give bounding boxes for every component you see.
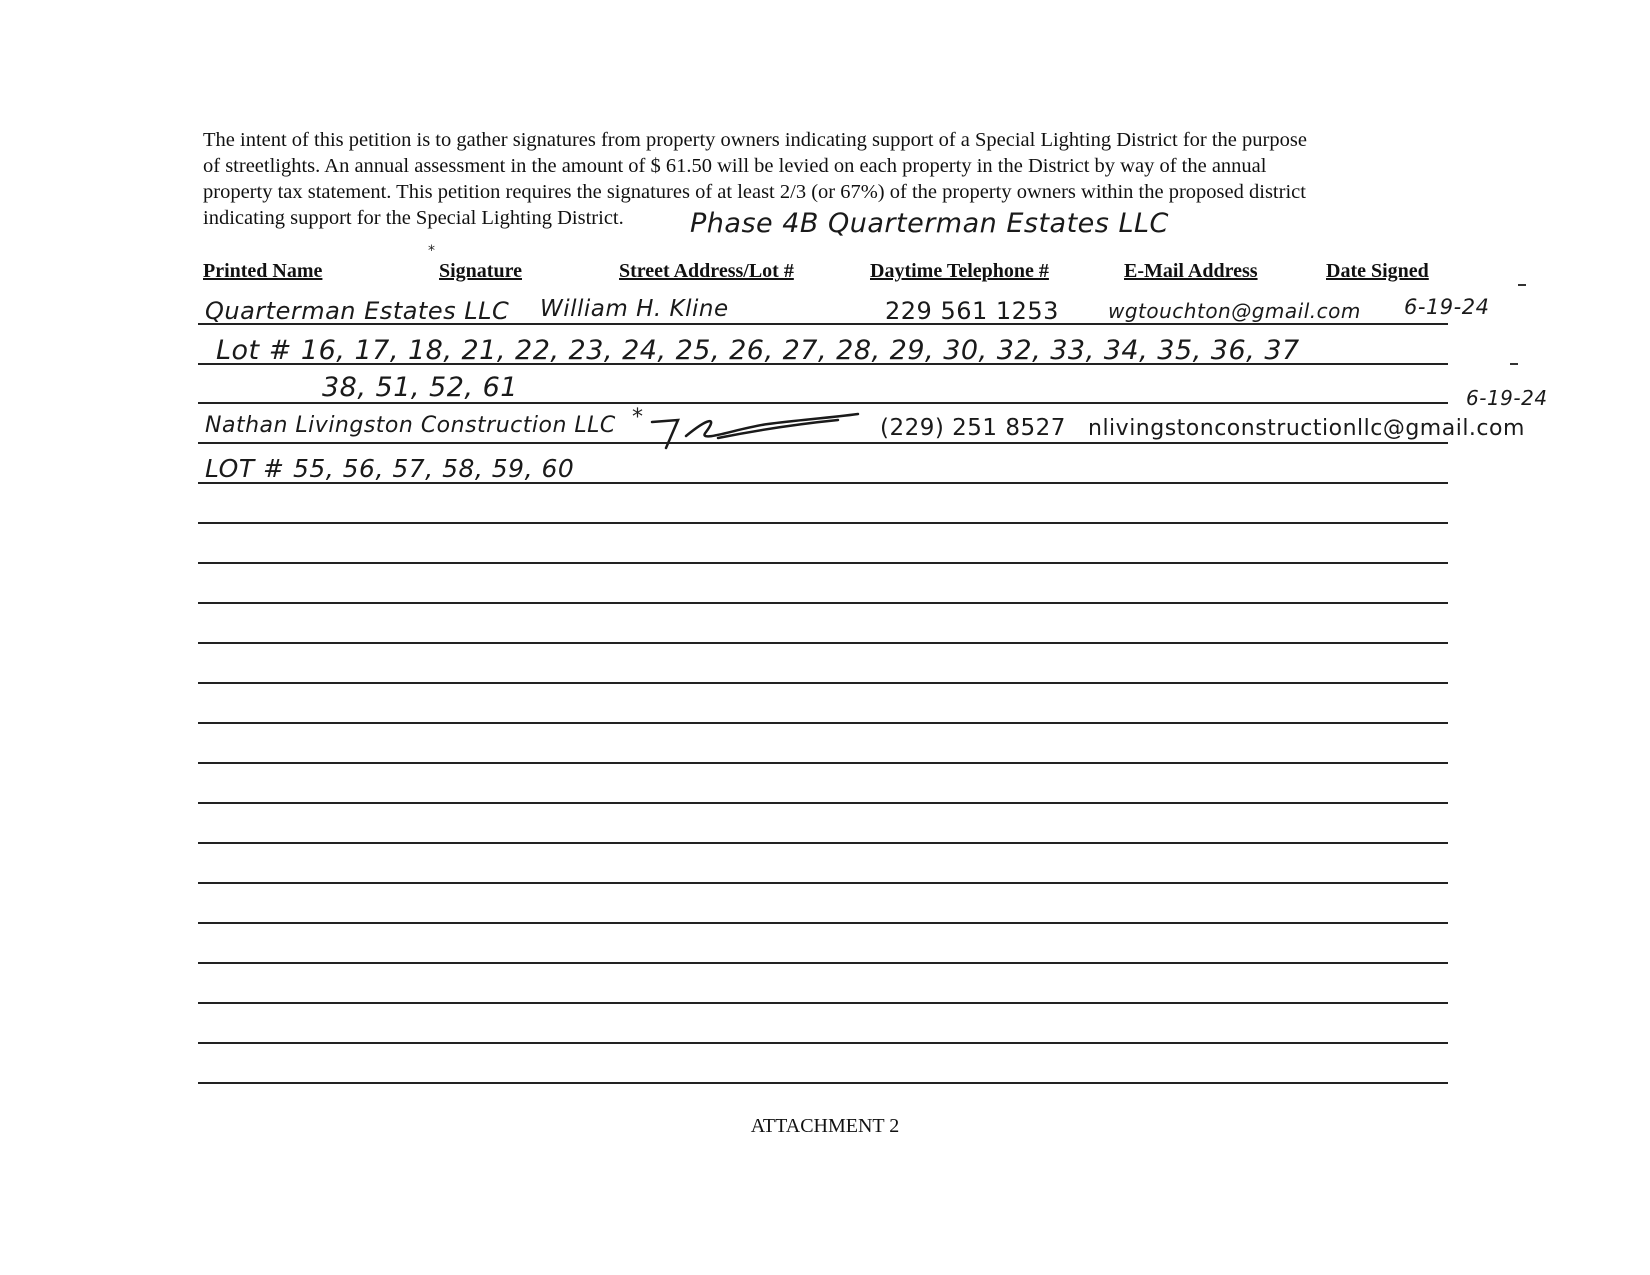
signature-line: [198, 323, 1448, 325]
signature-line: [198, 842, 1448, 844]
entry-1-lots: Lot # 16, 17, 18, 21, 22, 23, 24, 25, 26, 27, 28, 29, 30, 32, 33, 34, 35, 36, 37: [216, 335, 1300, 366]
signature-line: [198, 1002, 1448, 1004]
entry-1-signature: William H. Kline: [540, 296, 729, 322]
header-email: E-Mail Address: [1124, 260, 1258, 282]
intro-line-2: of streetlights. An annual assessment in the amount of $ 61.50 will be levied on each property in the District by way of the annual: [203, 155, 1267, 177]
signature-line: [198, 962, 1448, 964]
signature-line: [198, 363, 1448, 365]
header-printed-name: Printed Name: [203, 260, 323, 282]
signature-line: [198, 762, 1448, 764]
handwritten-phase-title: Phase 4B Quarterman Estates LLC: [690, 208, 1169, 239]
signature-asterisk: *: [428, 243, 435, 259]
signature-line: [198, 562, 1448, 564]
entry-1-phone: 229 561 1253: [885, 297, 1059, 325]
intro-line-1: The intent of this petition is to gather signatures from property owners indicating support of a Special Lighting District for the purpose: [203, 129, 1307, 151]
signature-line: [198, 802, 1448, 804]
signature-line: [198, 402, 1448, 404]
entry-2-asterisk: *: [632, 405, 643, 430]
entry-1-lots-continued: 38, 51, 52, 61: [322, 372, 518, 403]
signature-line: [198, 682, 1448, 684]
signature-line: [198, 722, 1448, 724]
signature-line: [198, 882, 1448, 884]
entry-2-phone: (229) 251 8527: [880, 415, 1066, 441]
signature-line: [198, 642, 1448, 644]
entry-1-email: wgtouchton@gmail.com: [1108, 299, 1361, 323]
margin-mark: [1510, 363, 1518, 365]
entry-1-date: 6-19-24: [1404, 295, 1490, 319]
header-signature: Signature: [439, 260, 522, 282]
entry-2-date: 6-19-24: [1466, 386, 1548, 410]
entry-2-printed-name: Nathan Livingston Construction LLC: [205, 413, 616, 438]
signature-line: [198, 522, 1448, 524]
entry-2-lots: LOT # 55, 56, 57, 58, 59, 60: [205, 454, 575, 483]
margin-mark: [1518, 284, 1526, 286]
header-phone: Daytime Telephone #: [870, 260, 1049, 282]
signature-line: [198, 1082, 1448, 1084]
attachment-label: ATTACHMENT 2: [750, 1115, 900, 1137]
entry-2-email: nlivingstonconstructionllc@gmail.com: [1088, 416, 1525, 441]
signature-line: [198, 442, 1448, 444]
entry-1-printed-name: Quarterman Estates LLC: [205, 297, 510, 325]
signature-line: [198, 602, 1448, 604]
signature-line: [198, 482, 1448, 484]
signature-line: [198, 1042, 1448, 1044]
signature-line: [198, 922, 1448, 924]
intro-line-4: indicating support for the Special Lighting District.: [203, 207, 624, 229]
entry-2-signature-scribble: [648, 408, 863, 453]
header-street-address: Street Address/Lot #: [619, 260, 794, 282]
header-date-signed: Date Signed: [1326, 260, 1429, 282]
intro-line-3: property tax statement. This petition requires the signatures of at least 2/3 (or 67%) of the property owners within the proposed district: [203, 181, 1306, 203]
